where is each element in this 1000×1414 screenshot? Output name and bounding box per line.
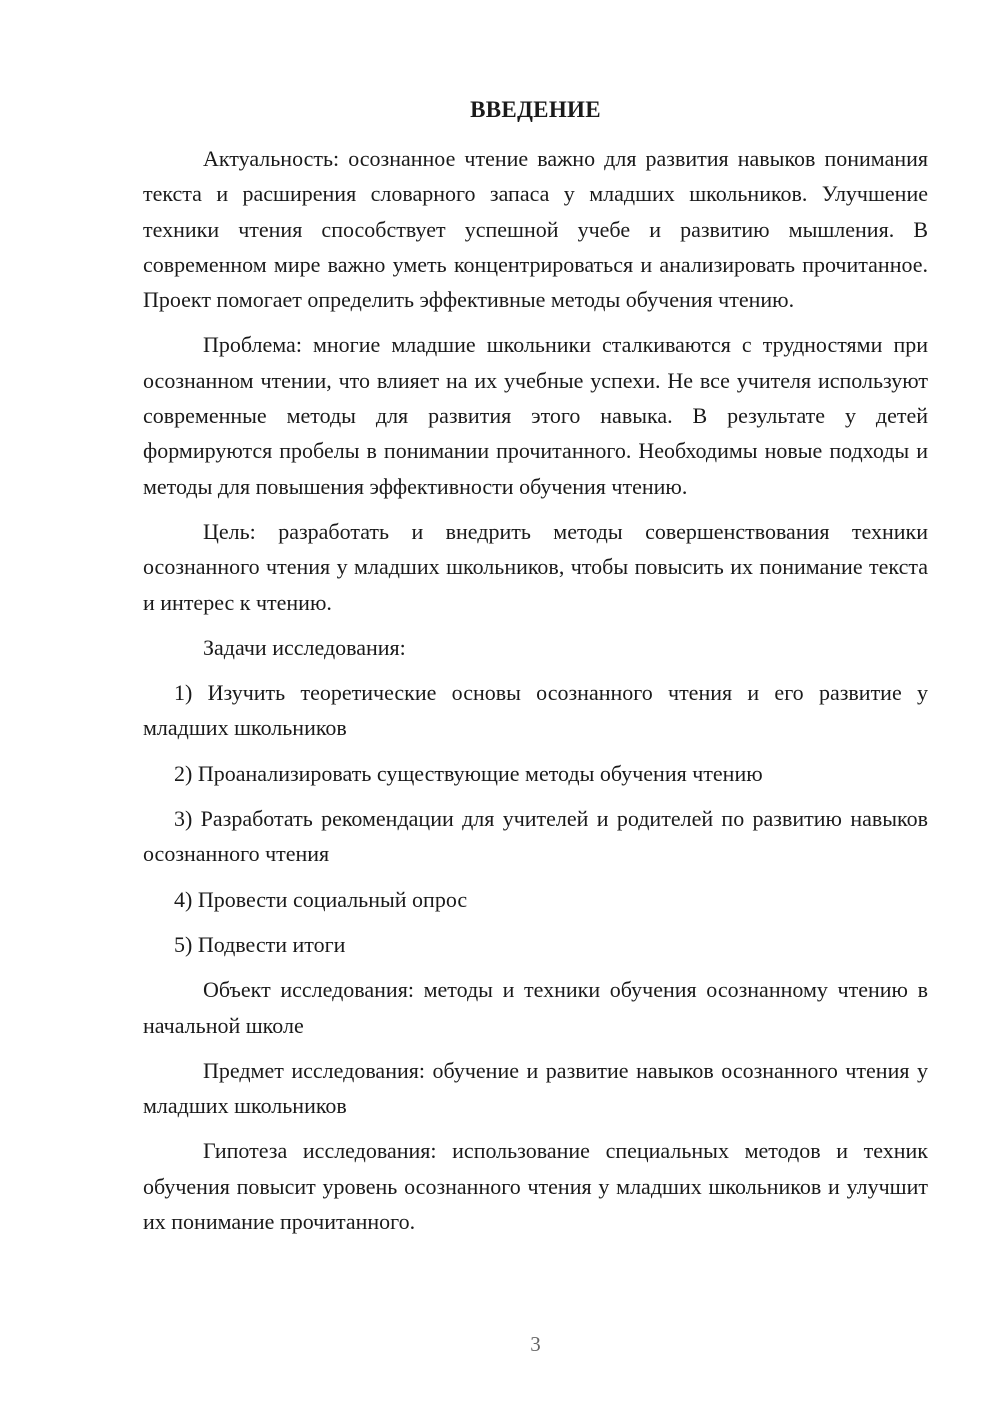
page-title: ВВЕДЕНИЕ bbox=[470, 97, 601, 122]
hypothesis-paragraph: Гипотеза исследования: использование специальных методов и техник обучения повысит уровень осознанного чтения у младших школьников и улучшит их понимание прочитанного. bbox=[143, 1138, 928, 1235]
task-item-1: 1) Изучить теоретические основы осознанного чтения и его развитие у младших школьников bbox=[143, 680, 928, 741]
object-paragraph: Объект исследования: методы и техники обучения осознанному чтению в начальной школе bbox=[143, 977, 928, 1038]
task-item-5: 5) Подвести итоги bbox=[174, 931, 346, 957]
page-number: 3 bbox=[530, 1332, 541, 1356]
subject-paragraph: Предмет исследования: обучение и развитие навыков осознанного чтения у младших школьников bbox=[143, 1057, 928, 1119]
task-item-4: 4) Провести социальный опрос bbox=[174, 886, 468, 912]
goal-paragraph: Цель: разработать и внедрить методы совершенствования техники осознанного чтения у младших школьников, чтобы повысить их понимание текста и интерес к чтению. bbox=[143, 518, 928, 615]
task-item-2: 2) Проанализировать существующие методы обучения чтению bbox=[174, 760, 763, 786]
problem-paragraph: Проблема: многие младшие школьники сталкиваются с трудностями при осознанном чтении, что влияет на их учебные успехи. Не все учителя используют современные методы для развития этого навыка. В результате у детей формируются пробелы в понимании прочитанного. Необходимы новые подходы и методы для повышения эффективности обучения чтению. bbox=[143, 332, 928, 499]
task-item-3: 3) Разработать рекомендации для учителей и родителей по развитию навыков осознанного чтения bbox=[143, 806, 928, 867]
relevance-paragraph: Актуальность: осознанное чтение важно для развития навыков понимания текста и расширения словарного запаса у младших школьников. Улучшение техники чтения способствует успешной учебе и развитию мышления. В современном мире важно уметь концентрироваться и анализировать прочитанное. Проект помогает определить эффективные методы обучения чтению. bbox=[143, 146, 928, 313]
document-page bbox=[143, 0, 928, 1414]
document-body bbox=[143, 141, 928, 1249]
tasks-heading: Задачи исследования: bbox=[203, 634, 406, 660]
